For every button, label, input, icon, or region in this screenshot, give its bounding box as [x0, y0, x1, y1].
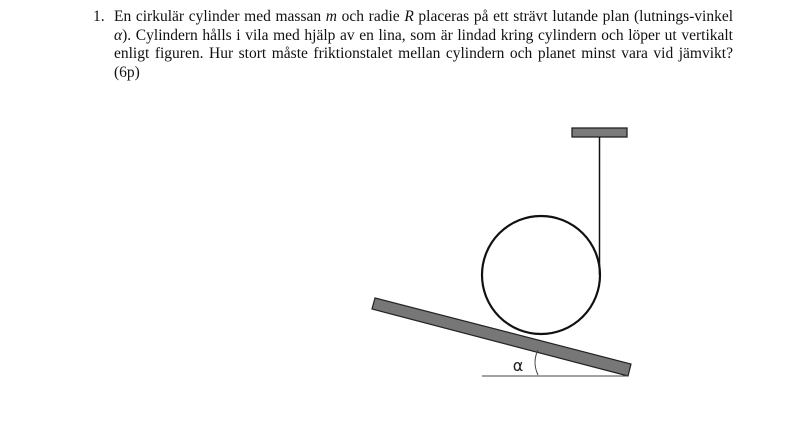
ceiling-support: [572, 128, 627, 137]
text-part: och radie: [336, 8, 405, 25]
radius-symbol: R: [404, 8, 414, 25]
angle-label: α: [512, 356, 524, 375]
text-part: placeras på ett strävt lutande plan (lutnings-vinkel: [413, 8, 734, 25]
problem-number: 1.: [93, 8, 105, 25]
text-part: En cirkulär cylinder med massan: [114, 8, 326, 25]
inclined-plane: [372, 298, 631, 376]
text-part: ). Cylindern hålls i vila med hjälp av en lina, som är lindad kring cylindern och löper ut vertikalt enligt figuren. Hur stort måste friktionstalet mellan cylindern och planet minst vara vid jämvikt? (6p): [114, 26, 733, 81]
angle-symbol: α: [114, 26, 123, 44]
angle-arc: [535, 350, 538, 375]
cylinder: [482, 216, 600, 334]
mass-symbol: m: [325, 8, 337, 25]
